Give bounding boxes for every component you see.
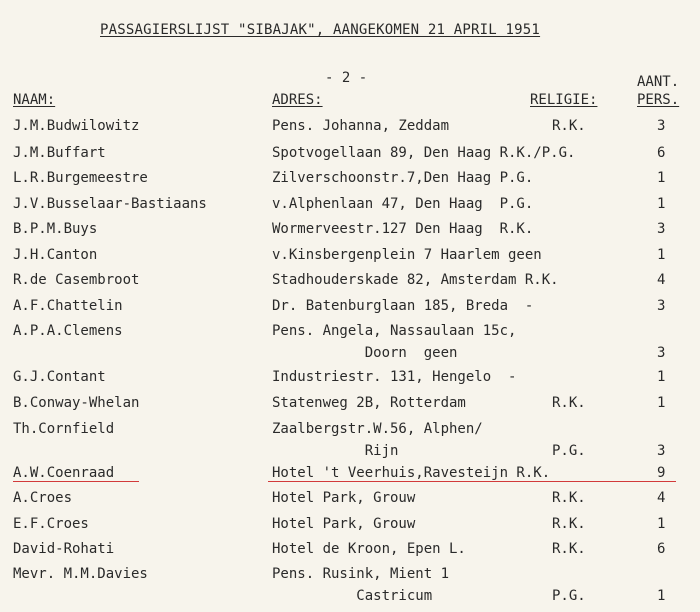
passenger-count: 9 [657,465,666,481]
passenger-address: Pens. Johanna, Zeddam [272,118,450,134]
passenger-address: Dr. Batenburglaan 185, Breda - [272,298,534,314]
header-aant-line1: AANT. [637,74,680,90]
passenger-address: Hotel Park, Grouw [272,516,416,532]
passenger-address: Wormerveestr.127 Den Haag R.K. [272,221,534,237]
passenger-count: 1 [657,516,666,532]
passenger-address-line2: Castricum [272,588,433,604]
passenger-address: v.Alphenlaan 47, Den Haag P.G. [272,196,534,212]
passenger-religion: R.K. [552,118,586,134]
passenger-address: Zaalbergstr.W.56, Alphen/ [272,421,483,437]
passenger-count: 3 [657,345,666,361]
passenger-religion: R.K. [552,516,586,532]
header-adres: ADRES: [272,92,323,108]
passenger-name: A.W.Coenraad [13,465,115,481]
passenger-count: 1 [657,196,666,212]
passenger-name: L.R.Burgemeestre [13,170,148,186]
name-underline-mark [13,481,139,482]
passenger-address: Pens. Angela, Nassaulaan 15c, [272,323,517,339]
passenger-count: 1 [657,170,666,186]
passenger-count: 4 [657,490,666,506]
passenger-count: 4 [657,272,666,288]
passenger-address: Industriestr. 131, Hengelo - [272,369,517,385]
passenger-religion: R.K. [552,541,586,557]
passenger-religion: R.K. [552,395,586,411]
passenger-count: 3 [657,443,666,459]
page-number: - 2 - [325,70,368,86]
passenger-name: J.M.Buffart [13,145,106,161]
passenger-count: 1 [657,247,666,263]
document-title: PASSAGIERSLIJST "SIBAJAK", AANGEKOMEN 21 APRIL 1951 [100,22,541,38]
passenger-count: 3 [657,118,666,134]
passenger-count: 6 [657,145,666,161]
passenger-count: 1 [657,588,666,604]
passenger-name: J.M.Budwilowitz [13,118,140,134]
address-underline-mark [268,481,676,482]
passenger-name: J.V.Busselaar-Bastiaans [13,196,207,212]
header-naam: NAAM: [13,92,56,108]
passenger-address: Pens. Rusink, Mient 1 [272,566,450,582]
passenger-name: David-Rohati [13,541,115,557]
passenger-name: A.P.A.Clemens [13,323,123,339]
passenger-count: 1 [657,369,666,385]
passenger-address: Hotel de Kroon, Epen L. [272,541,466,557]
passenger-count: 3 [657,298,666,314]
passenger-address: Hotel Park, Grouw [272,490,416,506]
passenger-address: Statenweg 2B, Rotterdam [272,395,466,411]
header-aant-line2: PERS. [637,92,680,108]
passenger-name: B.P.M.Buys [13,221,98,237]
passenger-address: Stadhouderskade 82, Amsterdam R.K. [272,272,559,288]
passenger-religion: P.G. [552,443,586,459]
passenger-name: E.F.Croes [13,516,89,532]
passenger-count: 1 [657,395,666,411]
passenger-name: Mevr. M.M.Davies [13,566,148,582]
passenger-name: R.de Casembroot [13,272,140,288]
passenger-religion: P.G. [552,588,586,604]
passenger-name: A.Croes [13,490,73,506]
passenger-name: J.H.Canton [13,247,98,263]
passenger-count: 3 [657,221,666,237]
passenger-address-line2: Rijn [272,443,399,459]
passenger-address: v.Kinsbergenplein 7 Haarlem geen [272,247,542,263]
passenger-name: Th.Cornfield [13,421,115,437]
passenger-address: Hotel 't Veerhuis,Ravesteijn R.K. [272,465,551,481]
passenger-count: 6 [657,541,666,557]
passenger-name: G.J.Contant [13,369,106,385]
header-religie: RELIGIE: [530,92,598,108]
passenger-name: B.Conway-Whelan [13,395,140,411]
passenger-address: Spotvogellaan 89, Den Haag R.K./P.G. [272,145,576,161]
passenger-address: Zilverschoonstr.7,Den Haag P.G. [272,170,534,186]
passenger-address-line2: Doorn geen [272,345,458,361]
passenger-religion: R.K. [552,490,586,506]
passenger-name: A.F.Chattelin [13,298,123,314]
